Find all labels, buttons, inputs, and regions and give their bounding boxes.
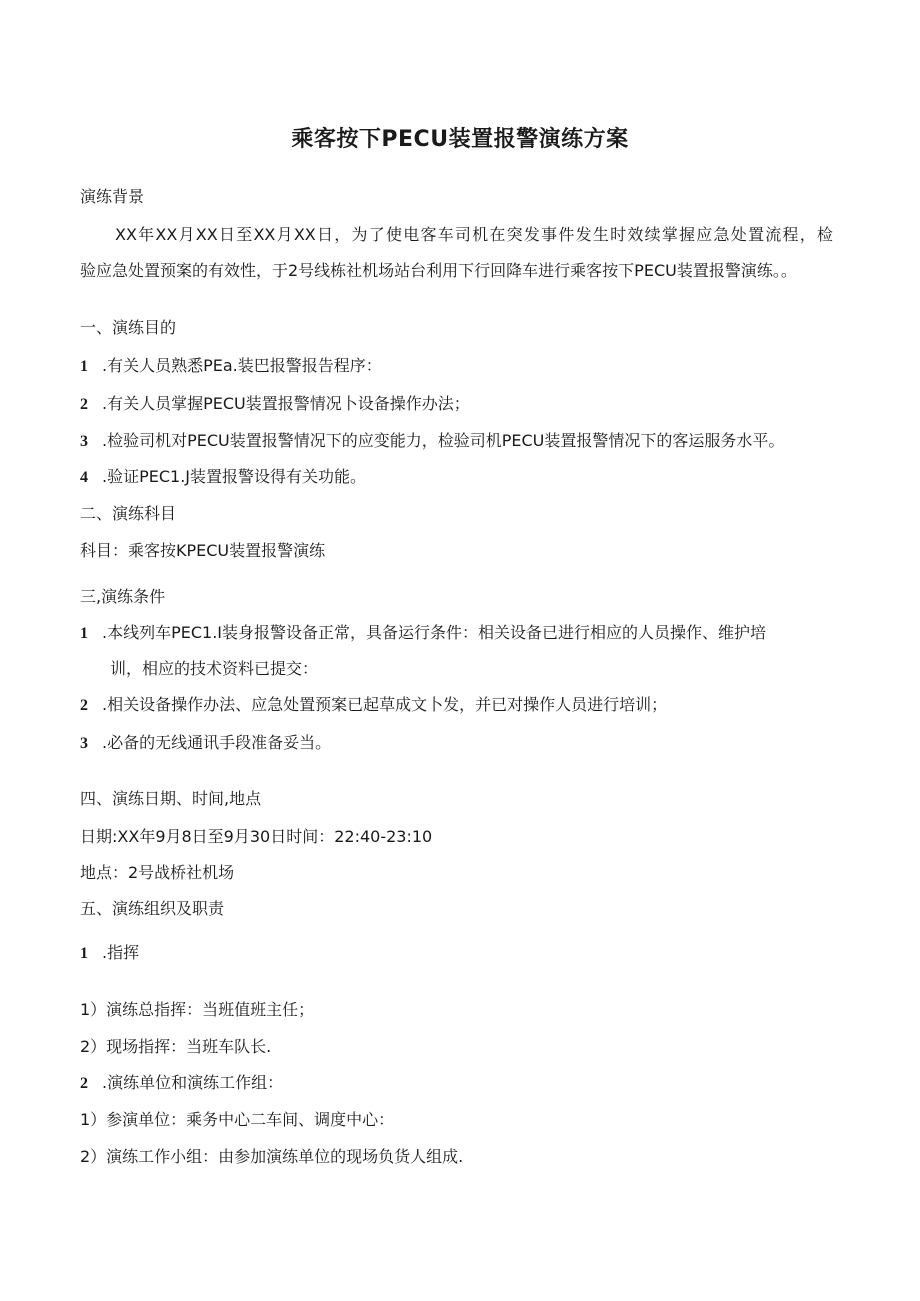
section-2-subject: 科目：乘客按KPECU装置报警演练 (80, 541, 326, 560)
item-number: 1 (80, 625, 88, 642)
section-4-place: 地点：2号战桥社机场 (80, 863, 235, 882)
section-3-item-1-continued: 训，相应的技术资料已提交： (110, 659, 319, 678)
item-text: .指挥 (102, 943, 140, 962)
section-1-item-1 (80, 356, 382, 377)
item-number: 1 (80, 945, 88, 962)
section-5-sub-2-item-2: 2）演练工作小组：由参加演练单位的现场负货人组成. (80, 1147, 464, 1166)
section-1-item-4 (80, 467, 366, 488)
section-5-sub-1-item-2: 2）现场指挥：当班车队长. (80, 1037, 272, 1056)
item-text: .本线列车PEC1.I装身报警设备正常，具备运行条件：相关设备已进行相应的人员操作、维护培 (102, 623, 767, 642)
section-4-date: 日期:XX年9月8日至9月30日时间：22:40-23:10 (80, 827, 433, 846)
section-3-heading: 三,演练条件 (80, 587, 166, 606)
section-1-heading: 一、演练目的 (80, 318, 177, 337)
section-3-item-2 (80, 695, 667, 716)
section-5-sub-1 (80, 943, 139, 964)
section-5-sub-2-item-1: 1）参演单位：乘务中心二车间、调度中心： (80, 1110, 395, 1129)
item-number: 3 (80, 433, 88, 450)
item-text: .必备的无线通讯手段准备妥当。 (102, 733, 332, 752)
background-heading: 演练背景 (80, 187, 145, 206)
item-number: 4 (80, 469, 88, 486)
section-1-item-2 (80, 394, 470, 415)
section-1-item-3 (80, 431, 784, 452)
item-number: 3 (80, 735, 88, 752)
section-4-heading: 四、演练日期、时间,地点 (80, 789, 262, 808)
item-number: 1 (80, 358, 88, 375)
section-5-heading: 五、演练组织及职责 (80, 899, 225, 918)
item-text: .验证PEC1.J装置报警设得有关功能。 (102, 467, 367, 486)
item-text: .相关设备操作办法、应急处置预案已起草成文卜发，并已对操作人员进行培训； (102, 695, 668, 714)
section-3-item-3 (80, 733, 331, 754)
background-paragraph-line-1: XX年XX月XX日至XX月XX日，为了使电客车司机在突发事件发生时效续掌握应急处置流程，检 (115, 225, 833, 244)
item-text: .演练单位和演练工作组： (102, 1073, 284, 1092)
item-number: 2 (80, 1075, 88, 1092)
section-5-sub-2 (80, 1073, 283, 1094)
item-text: .检验司机对PECU装置报警情况下的应变能力，检验司机PECU装置报警情况下的客运服务水平。 (102, 431, 785, 450)
item-number: 2 (80, 697, 88, 714)
item-text: .有关人员掌握PECU装置报警情况卜设备操作办法； (102, 394, 470, 413)
section-3-item-1 (80, 623, 766, 644)
item-text: .有关人员熟悉PEa.装巴报警报告程序： (102, 356, 382, 375)
background-paragraph-line-2: 验应急处置预案的有效性，于2号线栋社机场站台利用下行回降车进行乘客按下PECU装置报警演练。。 (80, 261, 797, 280)
item-number: 2 (80, 396, 88, 413)
section-5-sub-1-item-1: 1）演练总指挥：当班值班主任； (80, 1000, 315, 1019)
section-2-heading: 二、演练科目 (80, 504, 177, 523)
document-title: 乘客按下PECU装置报警演练方案 (291, 127, 629, 152)
